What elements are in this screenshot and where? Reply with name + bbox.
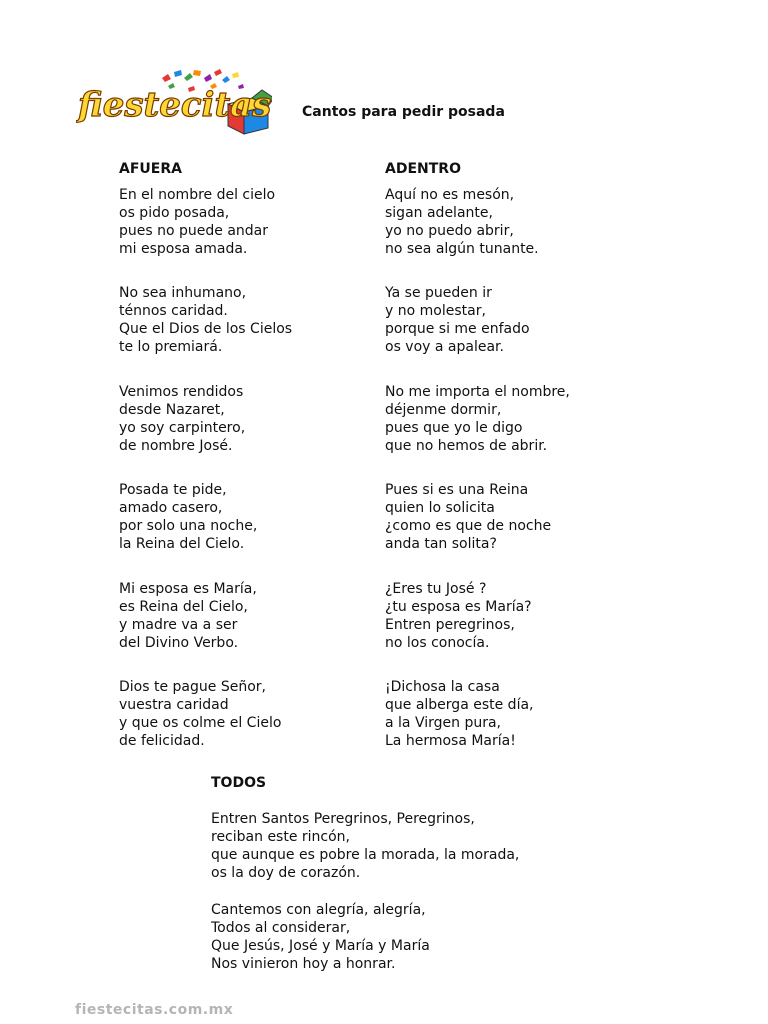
afuera-stanza-1 — [119, 186, 379, 284]
verse-line: yo soy carpintero, — [119, 419, 246, 436]
verse-line: os la doy de corazón. — [211, 865, 361, 881]
verse-line: ténnos caridad. — [119, 303, 228, 320]
verse-line: vuestra caridad — [119, 696, 229, 713]
verse-line: Dios te pague Señor, — [119, 678, 266, 695]
verse-line: desde Nazaret, — [119, 401, 225, 418]
verse-line: Ya se pueden ir — [385, 285, 492, 302]
verse-line: amado casero, — [119, 500, 223, 517]
verse-line: Aquí no es mesón, — [385, 187, 515, 203]
verse-line: de nombre José. — [119, 437, 233, 454]
verse-line: sigan adelante, — [385, 205, 493, 221]
verse-line: del Divino Verbo. — [119, 634, 239, 651]
verse-line: y no molestar, — [385, 303, 486, 320]
verse-line: yo no puedo abrir, — [385, 223, 514, 239]
verse-line: es Reina del Cielo, — [119, 598, 248, 615]
todos-stanza-2 — [211, 901, 611, 992]
todos-stanza-1 — [211, 810, 611, 901]
footer-site-url: fiestecitas.com.mx — [75, 1002, 234, 1018]
verse-line: no los conocía. — [385, 634, 490, 651]
verse-line: la Reina del Cielo. — [119, 536, 245, 553]
verse-line: Cantemos con alegría, alegría, — [211, 902, 426, 918]
verse-line: ¿Eres tu José ? — [385, 580, 487, 597]
fiestecitas-logo — [76, 64, 272, 136]
verse-line: No sea inhumano, — [119, 285, 247, 302]
afuera-stanza-4 — [119, 481, 379, 579]
verse-line: Todos al considerar, — [211, 920, 351, 936]
verse-line: Entren Santos Peregrinos, Peregrinos, — [211, 811, 475, 827]
verse-line: Venimos rendidos — [119, 383, 244, 400]
verse-line: ¿como es que de noche — [385, 518, 552, 535]
verse-line: En el nombre del cielo — [119, 187, 276, 203]
verse-line: ¿tu esposa es María? — [385, 598, 532, 615]
document-title: Cantos para pedir posada — [302, 104, 505, 120]
verse-line: a la Virgen pura, — [385, 714, 501, 731]
verse-line: Pues si es una Reina — [385, 482, 529, 499]
adentro-stanza-1 — [385, 186, 645, 284]
verse-line: pues no puede andar — [119, 223, 269, 239]
todos-section — [211, 810, 611, 992]
logo-graphic — [76, 64, 272, 136]
adentro-column — [385, 186, 645, 776]
verse-line: que no hemos de abrir. — [385, 437, 548, 454]
verse-line: La hermosa María! — [385, 732, 516, 749]
verse-line: quien lo solicita — [385, 500, 495, 517]
verse-line: Que Jesús, José y María y María — [211, 938, 430, 954]
verse-line: os voy a apalear. — [385, 339, 504, 356]
adentro-stanza-6 — [385, 678, 645, 776]
verse-line: Nos vinieron hoy a honrar. — [211, 956, 396, 972]
verse-line: anda tan solita? — [385, 536, 497, 553]
verse-line: y madre va a ser — [119, 616, 238, 633]
afuera-heading: AFUERA — [119, 161, 182, 177]
adentro-stanza-4 — [385, 481, 645, 579]
verse-line: Posada te pide, — [119, 482, 227, 499]
afuera-stanza-2 — [119, 284, 379, 382]
adentro-stanza-2 — [385, 284, 645, 382]
verse-line: te lo premiará. — [119, 339, 223, 356]
todos-heading: TODOS — [211, 775, 267, 791]
verse-line: reciban este rincón, — [211, 829, 351, 845]
verse-line: ¡Dichosa la casa — [385, 678, 500, 695]
verse-line: Entren peregrinos, — [385, 616, 515, 633]
verse-line: que aunque es pobre la morada, la morada, — [211, 847, 520, 863]
verse-line: déjenme dormir, — [385, 401, 502, 418]
verse-line: porque si me enfado — [385, 321, 530, 338]
verse-line: que alberga este día, — [385, 696, 534, 713]
logo-wordmark: fiestecitas — [78, 85, 272, 125]
verse-line: por solo una noche, — [119, 518, 258, 535]
adentro-stanza-3 — [385, 383, 645, 481]
verse-line: pues que yo le digo — [385, 419, 523, 436]
adentro-stanza-5 — [385, 580, 645, 678]
afuera-column — [119, 186, 379, 776]
verse-line: mi esposa amada. — [119, 241, 248, 257]
afuera-stanza-3 — [119, 383, 379, 481]
verse-line: de felicidad. — [119, 732, 205, 749]
afuera-stanza-5 — [119, 580, 379, 678]
verse-line: Mi esposa es María, — [119, 580, 257, 597]
adentro-heading: ADENTRO — [385, 161, 461, 177]
afuera-stanza-6 — [119, 678, 379, 776]
verse-line: No me importa el nombre, — [385, 383, 570, 400]
verse-line: no sea algún tunante. — [385, 241, 539, 257]
verse-line: Que el Dios de los Cielos — [119, 321, 293, 338]
verse-line: os pido posada, — [119, 205, 230, 221]
verse-line: y que os colme el Cielo — [119, 714, 282, 731]
